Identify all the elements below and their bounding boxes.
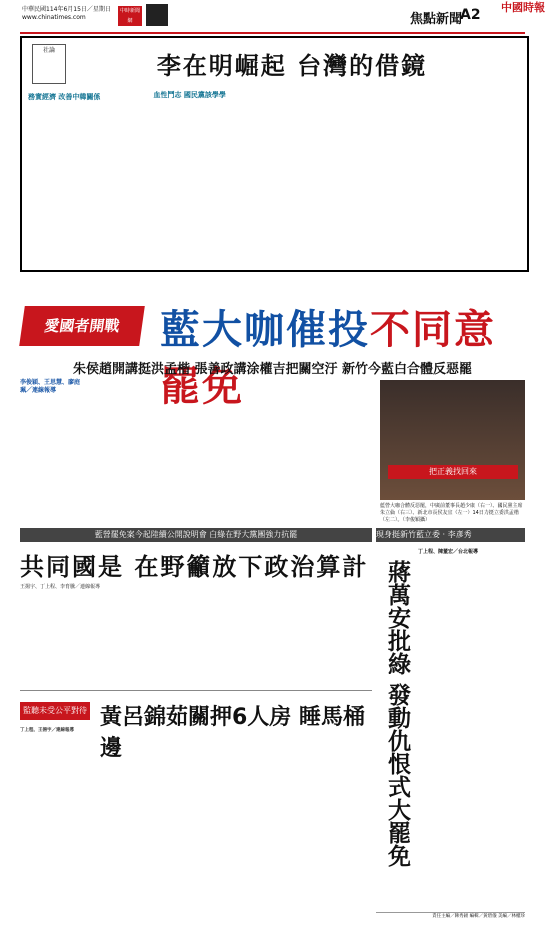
editorial-subhead-2: 血性鬥志 國民黨該學學 [153,91,226,99]
story-two-byline: 王揚宇、丁上程、李育騰／連線報導 [20,584,101,590]
editorial-body [28,92,520,264]
lead-byline: 李俊穎、王思慧、廖庭珮／連線報導 [20,379,81,394]
page-credits: 責任主編／陳秀穎 編輯／黃碧儀 美編／林權珍 [376,912,525,919]
section-banner-left: 藍營罷免案今起陸續公開說明會 白綠在野大黨團強力抗罷 [20,528,372,542]
lead-title-a: 藍大咖催投 [160,307,370,353]
side-column-byline: 丁上程、陳董宏／台北報導 [418,549,479,555]
editorial-seal-icon: 社論 [32,44,66,84]
lead-subhead: 朱侯趙開講挺洪孟楷 張善政講涂權吉把關空汙 新竹今藍白合體反惡罷 [72,362,473,377]
issue-date [22,6,111,22]
editorial-subhead-1: 務實經濟 改善中韓關係 [28,93,101,101]
side-column [376,548,525,888]
lead-story [20,380,372,530]
divider [20,690,372,691]
lead-kicker: 愛國者開戰 [19,306,145,346]
section-banner-right: 現身挺新竹藍立委 · 李彥秀 [376,528,525,542]
story-two-headline: 共同國是 在野籲放下政治算計 [20,553,369,581]
story-three-body [20,728,372,735]
site-url: www.chinatimes.com [22,14,86,21]
editorial-box [20,36,529,272]
qr-code-icon [146,4,168,26]
story-three-headline: 黃呂錦茹關押6人房 睡馬桶邊 [100,705,365,761]
section-name: 焦點新聞 [410,12,463,27]
side-column-headline: 蔣萬安批綠 發動仇恨式大罷免 [384,560,410,868]
lead-photo [380,380,525,500]
photo-banner: 把正義找回來 [388,465,518,479]
header-divider [20,32,525,34]
editorial-title: 李在明崛起 台灣的借鏡 [156,52,428,80]
story-three-byline: 丁上程、王揚宇／連線報導 [20,728,74,733]
story-three-tag: 監聽未受公平對待 [20,702,90,720]
page-number: A2 [460,7,481,23]
photo-caption: 藍營大咖合體反惡罷，中廣前董事長趙少康（右一）、國民黨主席朱立倫（右三）、新北市長侯友宜（左一）14日力挺立委洪孟楷（左二）。（李俊穎攝） [380,503,523,523]
story-two [20,547,372,687]
masthead [0,0,553,34]
story-three [20,700,372,900]
brand-logo: 中國時報 [501,1,545,14]
date-text: 中華民國114年6月15日／星期日 [22,6,111,13]
lead-title-b: 不同意罷免 [160,307,496,410]
small-logo: 中時新聞網 [119,8,140,24]
